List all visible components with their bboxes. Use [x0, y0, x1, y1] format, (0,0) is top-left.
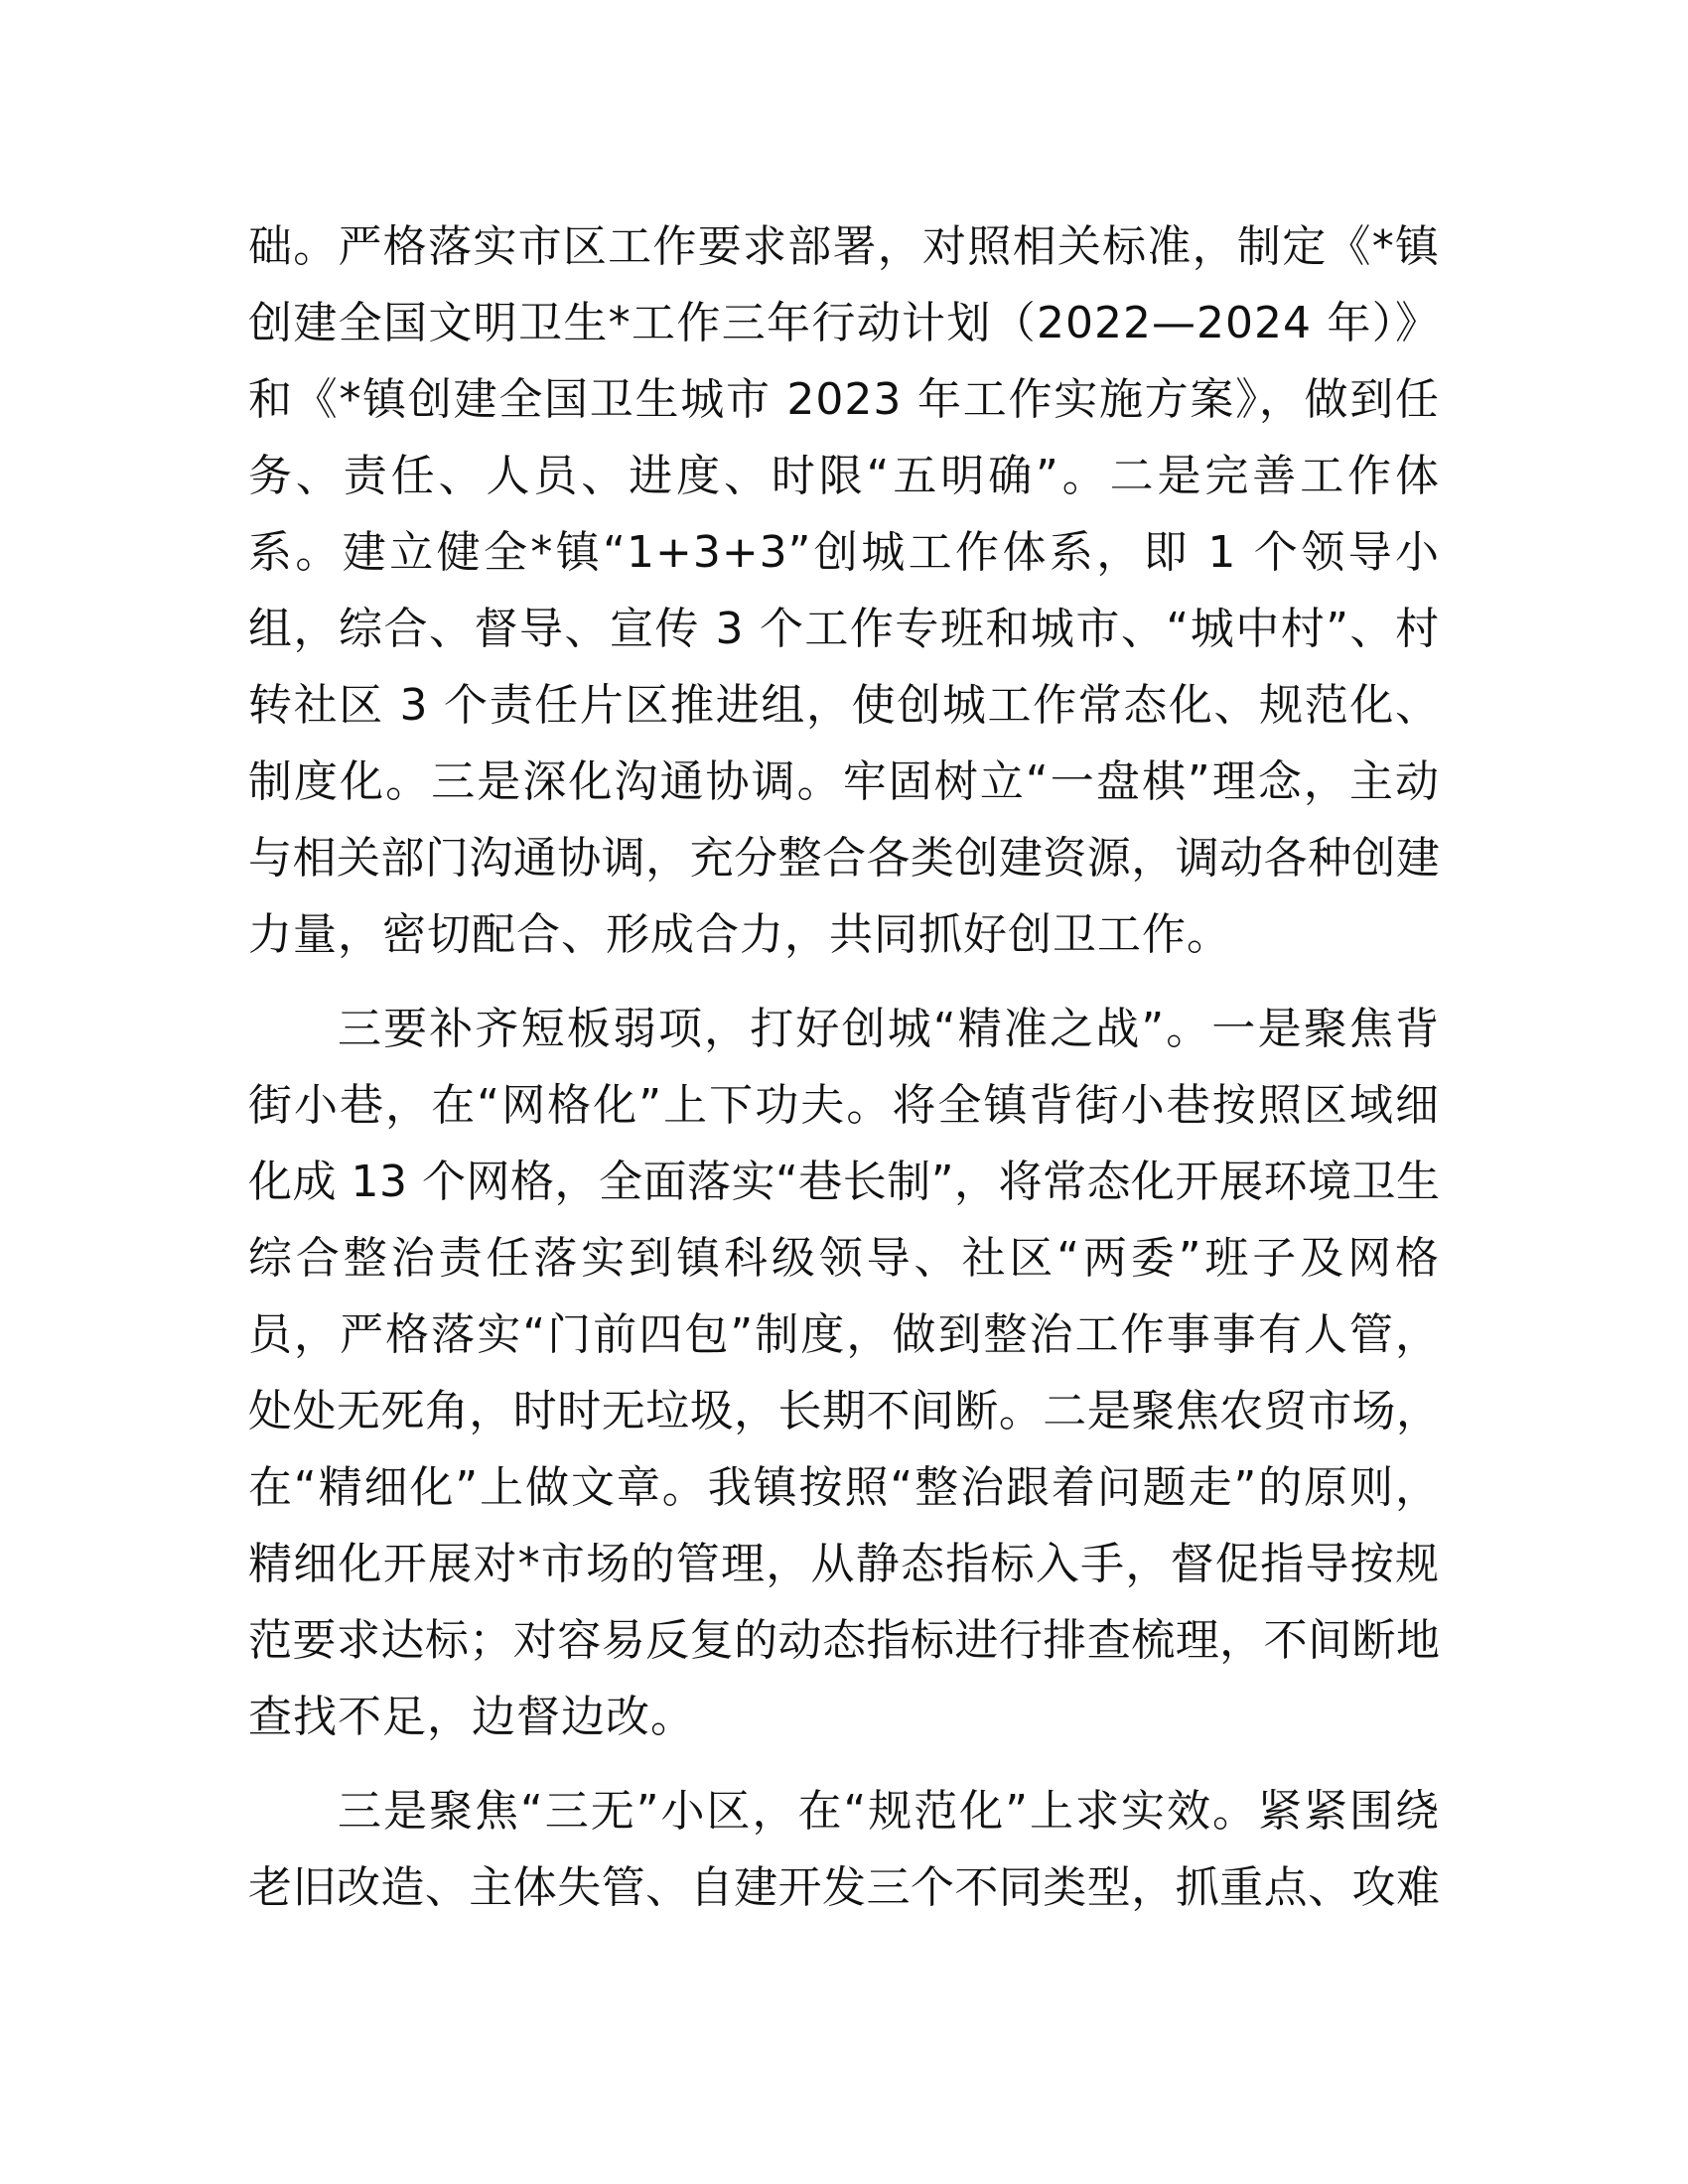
- text-line: 础。严格落实市区工作要求部署，对照相关标准，制定《*镇: [248, 221, 1440, 272]
- text-line: 查找不足，边督边改。: [248, 1692, 695, 1742]
- text-line: 系。建立健全*镇“1+3+3”创城工作体系，即 1 个领导小: [248, 527, 1440, 578]
- text-line: 化成 13 个网格，全面落实“巷长制”，将常态化开展环境卫生: [248, 1157, 1441, 1207]
- paragraph-spacer: [248, 1755, 1440, 1773]
- paragraph-2: [248, 991, 1440, 1755]
- text-line: 制度化。三是深化沟通协调。牢固树立“一盘棋”理念，主动: [248, 756, 1440, 807]
- paragraph-spacer: [248, 973, 1440, 991]
- text-line: 范要求达标；对容易反复的动态指标进行排查梳理，不间断地: [248, 1615, 1440, 1666]
- text-line: 务、责任、人员、进度、时限“五明确”。二是完善工作体: [248, 451, 1440, 501]
- text-line: 力量，密切配合、形成合力，共同抓好创卫工作。: [248, 909, 1231, 960]
- text-line: 在“精细化”上做文章。我镇按照“整治跟着问题走”的原则，: [248, 1462, 1440, 1513]
- text-line: 和《*镇创建全国卫生城市 2023 年工作实施方案》，做到任: [248, 374, 1440, 425]
- text-line: 员，严格落实“门前四包”制度，做到整治工作事事有人管，: [248, 1309, 1440, 1360]
- text-line: 综合整治责任落实到镇科级领导、社区“两委”班子及网格: [248, 1233, 1440, 1284]
- text-line: 与相关部门沟通协调，充分整合各类创建资源，调动各种创建: [248, 833, 1440, 884]
- text-line: 三是聚焦“三无”小区，在“规范化”上求实效。紧紧围绕: [338, 1786, 1440, 1837]
- text-line: 转社区 3 个责任片区推进组，使创城工作常态化、规范化、: [248, 680, 1440, 731]
- text-line: 三要补齐短板弱项，打好创城“精准之战”。一是聚焦背: [338, 1004, 1440, 1054]
- text-line: 精细化开展对*市场的管理，从静态指标入手，督促指导按规: [248, 1539, 1440, 1589]
- paragraph-1: [248, 208, 1440, 973]
- text-line: 老旧改造、主体失管、自建开发三个不同类型，抓重点、攻难: [248, 1862, 1440, 1913]
- text-line: 处处无死角，时时无垃圾，长期不间断。二是聚焦农贸市场，: [248, 1386, 1440, 1436]
- text-line: 创建全国文明卫生*工作三年行动计划（2022—2024 年）》: [248, 298, 1440, 348]
- paragraph-3: [248, 1773, 1440, 1926]
- text-line: 组，综合、督导、宣传 3 个工作专班和城市、“城中村”、村: [248, 604, 1440, 654]
- text-line: 街小巷，在“网格化”上下功夫。将全镇背街小巷按照区域细: [248, 1080, 1440, 1131]
- document-body: [248, 208, 1440, 1926]
